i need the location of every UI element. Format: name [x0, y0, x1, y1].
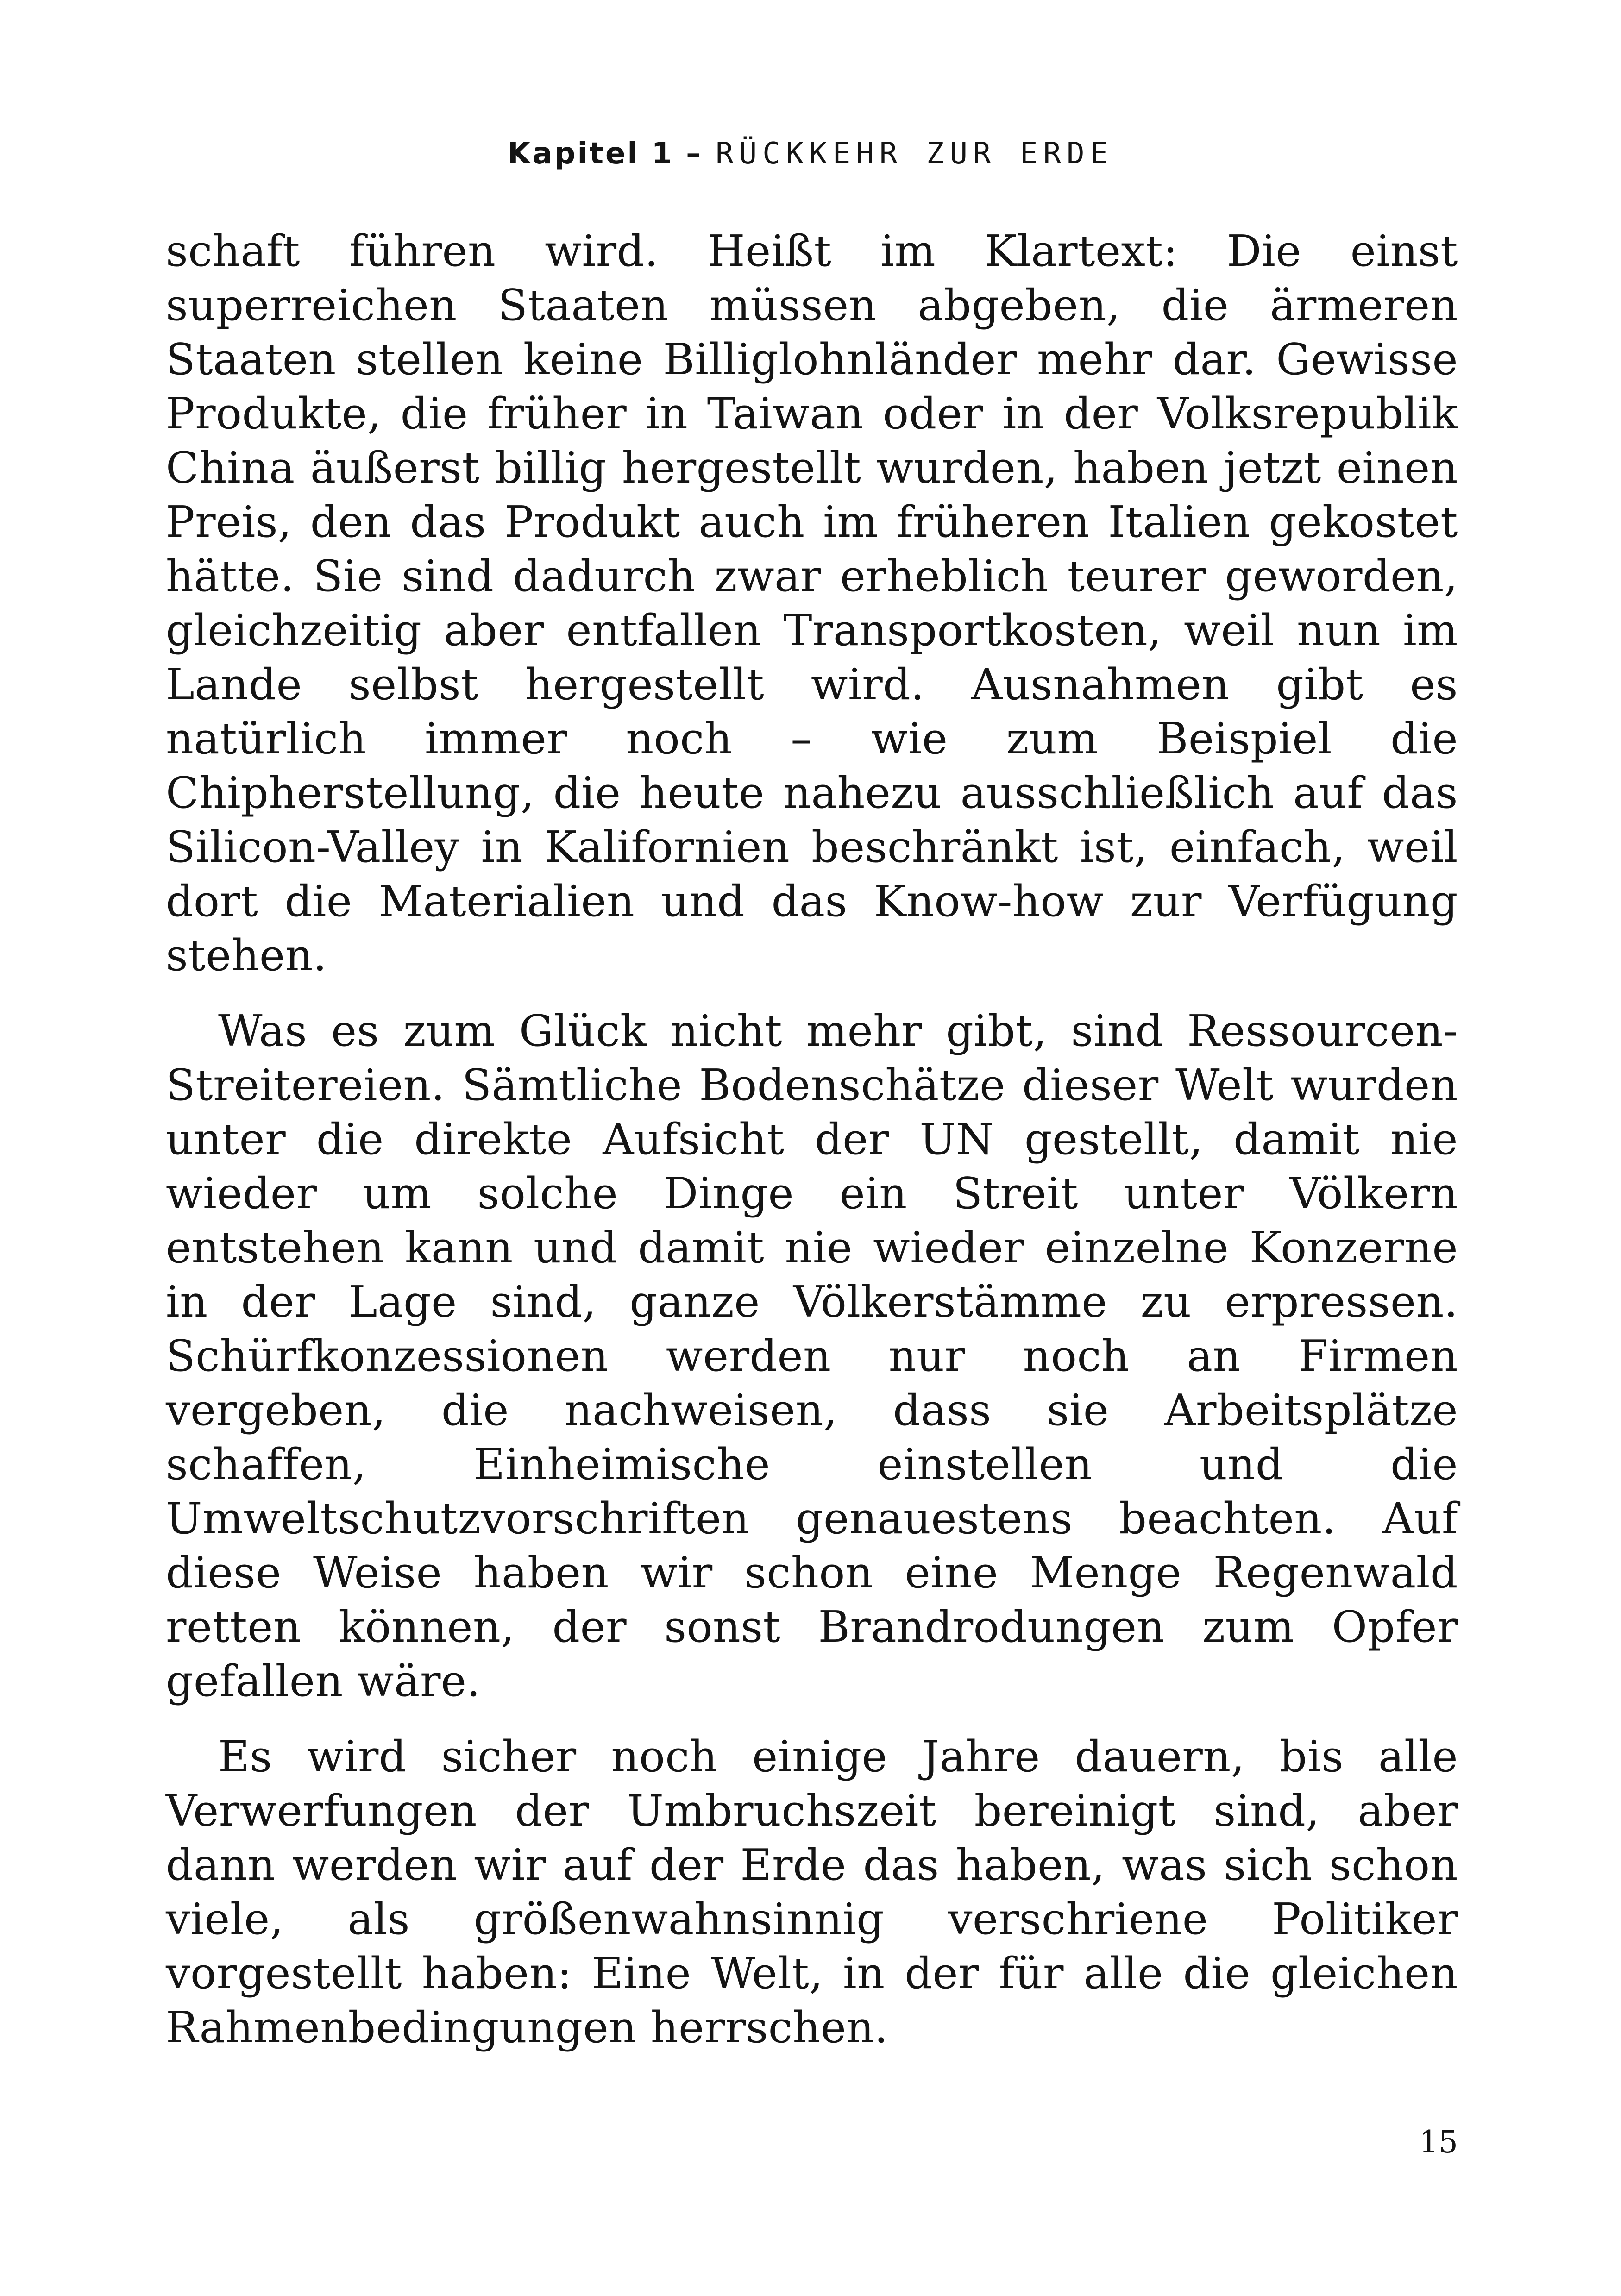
page-number: 15	[1419, 2124, 1458, 2160]
paragraph-2: Was es zum Glück nicht mehr gibt, sind Ressourcen-Streitereien. Sämtliche Bodenschätze dieser Welt wurden unter die direkte Aufsicht der UN gestellt, damit nie wieder um solche Dinge ein Streit unter Völkern entstehen kann und damit nie wieder einzelne Konzerne in der Lage sind, ganze Völkerstämme zu erpressen. Schürfkonzessionen werden nur noch an Firmen vergeben, die nachweisen, dass sie Arbeitsplätze schaffen, Einheimische einstellen und die Umweltschutzvorschriften genauestens beachten. Auf diese Weise haben wir schon eine Menge Regenwald retten können, der sonst Brandrodungen zum Opfer gefallen wäre.	[166, 1006, 1458, 1706]
paragraph-1: schaft führen wird. Heißt im Klartext: Die einst superreichen Staaten müssen abgeben, die ärmeren Staaten stellen keine Billiglohnländer mehr dar. Gewisse Produkte, die früher in Taiwan oder in der Volksrepublik China äußerst billig hergestellt wurden, haben jetzt einen Preis, den das Produkt auch im früheren Italien gekostet hätte. Sie sind dadurch zwar erheblich teurer geworden, gleichzeitig aber entfallen Transportkosten, weil nun im Lande selbst hergestellt wird. Ausnahmen gibt es natürlich immer noch – wie zum Beispiel die Chipherstellung, die heute nahezu ausschließlich auf das Silicon-Valley in Kalifornien beschränkt ist, einfach, weil dort die Materialien und das Know-how zur Verfügung stehen.	[166, 226, 1458, 980]
running-head-title: RÜCKKEHR ZUR ERDE	[716, 137, 1114, 171]
running-head-separator: –	[686, 137, 704, 171]
body-text	[166, 224, 1458, 2055]
running-head-chapter: Kapitel 1	[507, 137, 674, 171]
running-head	[0, 135, 1621, 172]
paragraph-3: Es wird sicher noch einige Jahre dauern, bis alle Verwerfungen der Umbruchszeit bereinigt sind, aber dann werden wir auf der Erde das haben, was sich schon viele, als größenwahnsinnig verschriene Politiker vorgestellt haben: Eine Welt, in der für alle die gleichen Rahmenbedingungen herrschen.	[166, 1731, 1458, 2052]
